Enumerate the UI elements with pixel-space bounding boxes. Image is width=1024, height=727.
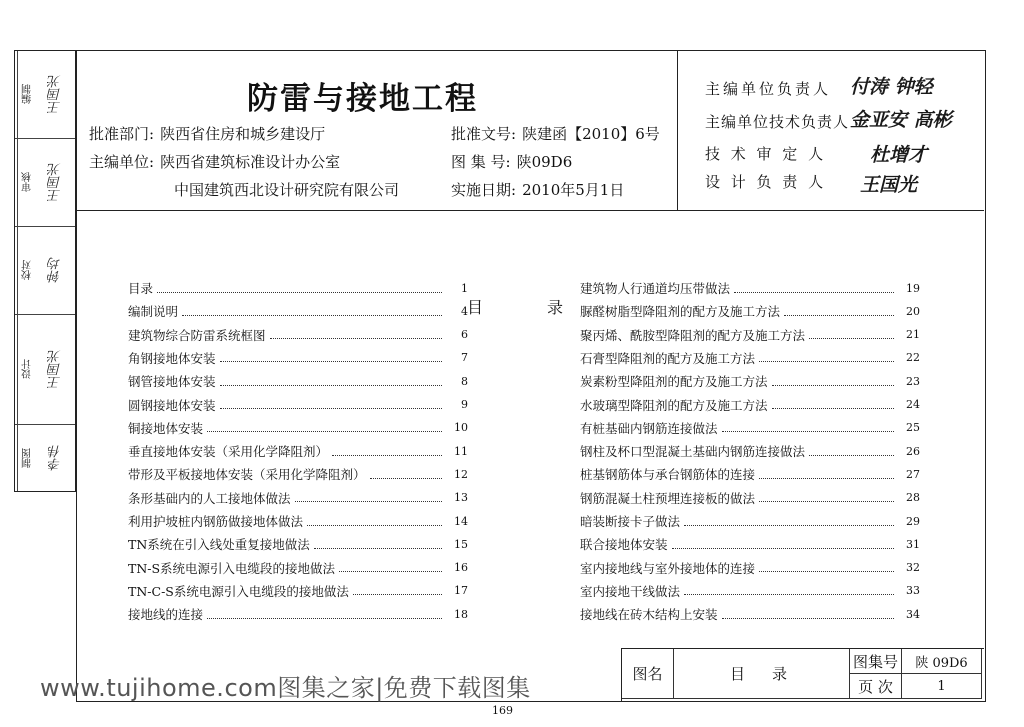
toc-entry-title: 利用护坡桩内钢筋做接地体做法 — [128, 514, 304, 529]
toc-entry-title: 炭素粉型降阻剂的配方及施工方法 — [580, 374, 768, 390]
toc-title: 目 录 — [467, 298, 564, 317]
approver-row — [89, 123, 325, 144]
toc-entry-page: 12 — [454, 467, 468, 481]
toc-leader-dots — [353, 594, 442, 595]
toc-leader-dots — [339, 571, 442, 572]
editor-value: 陕西省建筑标准设计办公室 — [160, 153, 341, 171]
toc-entry[interactable] — [128, 324, 468, 346]
date-row — [451, 179, 624, 200]
toc-entry-title: 角钢接地体安装 — [128, 350, 216, 366]
approver-label: 批准部门: — [89, 125, 155, 143]
watermark: www.tujihome.com图集之家|免费下载图集 — [40, 674, 531, 702]
page-number: 169 — [492, 704, 513, 717]
approval-signature: 王国光 — [48, 163, 64, 202]
toc-entry[interactable] — [580, 580, 920, 602]
signature-handwritten: 付涛 钟轻 — [850, 76, 933, 98]
toc-leader-dots — [684, 525, 894, 526]
toc-entry-page: 27 — [906, 467, 920, 481]
toc-entry[interactable] — [128, 440, 468, 462]
toc-entry-title: 钢管接地体安装 — [128, 374, 216, 390]
doc-number-row — [451, 123, 660, 144]
toc-entry[interactable] — [128, 487, 468, 509]
toc-entry-title: 桩基钢筋体与承台钢筋体的连接 — [580, 467, 756, 483]
toc-entry-title: 聚丙烯、酰胺型降阻剂的配方及施工方法 — [580, 327, 806, 343]
toc-entry[interactable] — [580, 300, 920, 322]
toc-entry-title: 有桩基础内钢筋连接做法 — [580, 420, 718, 436]
toc-entry[interactable] — [580, 463, 920, 485]
toc-entry[interactable] — [128, 533, 468, 555]
toc-entry-title: 接地线在砖木结构上安装 — [580, 607, 718, 623]
toc-entry[interactable] — [128, 580, 468, 602]
toc-entry-page: 11 — [454, 444, 468, 458]
signature-handwritten: 金亚安 高彬 — [850, 109, 952, 131]
atlas-row — [451, 151, 572, 172]
toc-entry-page: 32 — [906, 561, 920, 575]
date-label: 实施日期: — [451, 181, 517, 199]
toc-entry[interactable] — [128, 277, 468, 299]
toc-entry-page: 29 — [906, 514, 920, 528]
toc-entry-title: 编制说明 — [128, 304, 179, 320]
toc-entry-title: 垂直接地体安装（采用化学降阻剂） — [128, 444, 329, 460]
toc-entry-title: 目录 — [128, 281, 154, 296]
toc-entry-page: 22 — [906, 351, 920, 365]
toc-entry-page: 6 — [461, 328, 468, 342]
toc-leader-dots — [182, 315, 442, 316]
approval-label: 设计 — [17, 315, 38, 424]
toc-entry-title: 带形及平板接地体安装（采用化学降阻剂） — [128, 467, 366, 483]
toc-entry[interactable] — [580, 440, 920, 462]
toc-entry[interactable] — [580, 370, 920, 392]
signature-role: 主编单位技术负责人 — [705, 113, 850, 131]
toc-entry-page: 18 — [454, 607, 468, 621]
toc-entry-title: TN系统在引入线处重复接地做法 — [128, 537, 310, 553]
toc-entry-page: 1 — [461, 281, 468, 295]
toc-leader-dots — [370, 478, 442, 479]
date-value: 2010年5月1日 — [522, 181, 625, 199]
toc-entry-title: 接地线的连接 — [128, 607, 204, 623]
toc-entry-title: 条形基础内的人工接地体做法 — [128, 490, 291, 506]
doc-number-label: 批准文号: — [451, 125, 517, 143]
toc-leader-dots — [220, 361, 442, 362]
toc-leader-dots — [722, 431, 894, 432]
toc-entry[interactable] — [580, 347, 920, 369]
signature-handwritten: 杜增才 — [870, 144, 928, 166]
toc-entry-page: 31 — [906, 537, 920, 551]
toc-leader-dots — [307, 525, 442, 526]
toc-entry[interactable] — [580, 533, 920, 555]
toc-entry-page: 25 — [906, 421, 920, 435]
title-atlas-value: 陕 09D6 — [902, 649, 982, 674]
toc-entry-page: 34 — [906, 607, 920, 621]
toc-leader-dots — [332, 455, 442, 456]
toc-entry-page: 28 — [906, 491, 920, 505]
toc-leader-dots — [672, 548, 894, 549]
approval-label: 编制 — [17, 51, 38, 138]
toc-leader-dots — [784, 315, 894, 316]
toc-entry[interactable] — [128, 463, 468, 485]
signature-handwritten: 王国光 — [860, 174, 918, 196]
editor-label: 主编单位: — [89, 153, 155, 171]
toc-leader-dots — [157, 292, 442, 293]
page-title: 防雷与接地工程 — [247, 81, 478, 117]
toc-entry[interactable] — [128, 370, 468, 392]
editor-row — [89, 151, 340, 172]
toc-entry-title: 室内接地干线做法 — [580, 583, 681, 599]
approval-signature: 李伟 — [48, 445, 64, 471]
toc-entry-title: 暗装断接卡子做法 — [580, 514, 681, 529]
toc-entry-page: 33 — [906, 584, 920, 598]
toc-entry[interactable] — [128, 347, 468, 369]
toc-leader-dots — [734, 292, 894, 293]
toc-leader-dots — [270, 338, 442, 339]
toc-leader-dots — [809, 338, 894, 339]
toc-entry[interactable] — [580, 277, 920, 299]
toc-leader-dots — [759, 501, 894, 502]
approval-cell — [15, 139, 75, 227]
approval-cell — [15, 315, 75, 425]
toc-entry-title: 建筑物人行通道均压带做法 — [580, 281, 731, 296]
toc-entry-title: 铜接地体安装 — [128, 420, 204, 436]
toc-leader-dots — [722, 618, 894, 619]
toc-entry[interactable] — [580, 510, 920, 532]
toc-entry-page: 7 — [461, 351, 468, 365]
toc-leader-dots — [759, 571, 894, 572]
signature-role: 技 术 审 定 人 — [705, 145, 827, 163]
toc-leader-dots — [207, 618, 442, 619]
toc-entry[interactable] — [580, 557, 920, 579]
title-page-label: 页 次 — [850, 674, 902, 699]
editor-row-2 — [168, 179, 399, 200]
toc-entry-page: 24 — [906, 398, 920, 411]
toc-leader-dots — [759, 478, 894, 479]
title-name-label: 图名 — [622, 649, 674, 699]
approval-label: 审核 — [17, 139, 38, 226]
toc-leader-dots — [207, 431, 442, 432]
toc-leader-dots — [295, 501, 442, 502]
approval-signature: 钟均 — [48, 257, 64, 284]
toc-entry-title: 联合接地体安装 — [580, 537, 668, 553]
toc-entry-page: 14 — [454, 514, 468, 528]
toc-leader-dots — [759, 361, 894, 362]
toc-leader-dots — [314, 548, 442, 549]
approver-value: 陕西省住房和城乡建设厅 — [160, 125, 326, 143]
toc-entry[interactable] — [580, 394, 920, 416]
toc-entry-title: 脲醛树脂型降阻剂的配方及施工方法 — [580, 304, 781, 320]
toc-entry-page: 20 — [906, 304, 920, 318]
toc-leader-dots — [220, 408, 442, 409]
toc-entry-page: 13 — [454, 491, 468, 505]
toc-entry-title: 钢筋混凝土柱预埋连接板的做法 — [580, 490, 756, 506]
toc-entry-page: 10 — [454, 421, 468, 435]
toc-entry[interactable] — [128, 510, 468, 532]
toc-entry[interactable] — [128, 417, 468, 439]
toc-entry-page: 21 — [906, 328, 920, 342]
atlas-value: 陕09D6 — [516, 153, 573, 171]
approval-cell — [15, 227, 75, 315]
toc-entry-page: 4 — [461, 304, 468, 318]
title-name-value: 目 录 — [674, 649, 850, 699]
approval-cell — [15, 425, 75, 491]
title-atlas-label: 图集号 — [850, 649, 902, 674]
toc-entry[interactable] — [128, 300, 468, 322]
toc-entry-title: TN-C-S系统电源引入电缆段的接地做法 — [128, 583, 349, 599]
toc-entry[interactable] — [128, 394, 468, 416]
toc-entry-page: 17 — [454, 584, 468, 598]
toc-entry-title: 室内接地线与室外接地体的连接 — [580, 560, 756, 576]
toc-leader-dots — [772, 408, 894, 409]
toc-entry[interactable] — [580, 487, 920, 509]
doc-number-value: 陕建函【2010】6号 — [522, 125, 660, 143]
toc-leader-dots — [809, 455, 894, 456]
toc-entry-page: 26 — [906, 444, 920, 458]
toc-entry[interactable] — [128, 603, 468, 625]
toc-entry-title: 建筑物综合防雷系统框图 — [128, 327, 266, 343]
toc-leader-dots — [220, 385, 442, 386]
atlas-label: 图 集 号: — [451, 153, 511, 171]
toc-entry-title: 钢柱及杯口型混凝土基础内钢筋连接做法 — [580, 444, 806, 460]
toc-entry[interactable] — [580, 324, 920, 346]
toc-leader-dots — [684, 594, 894, 595]
approval-cell — [15, 51, 75, 139]
toc-entry-title: TN-S系统电源引入电缆段的接地做法 — [128, 560, 336, 576]
toc-entry-title: 圆钢接地体安装 — [128, 397, 216, 413]
toc-entry[interactable] — [580, 417, 920, 439]
title-block — [621, 648, 984, 701]
signature-role: 设 计 负 责 人 — [705, 173, 827, 191]
toc-entry-page: 9 — [461, 398, 468, 411]
toc-entry[interactable] — [580, 603, 920, 625]
editor-value-2: 中国建筑西北设计研究院有限公司 — [174, 181, 400, 199]
approval-strip — [14, 50, 76, 492]
toc-entry-page: 23 — [906, 374, 920, 388]
toc-entry-page: 15 — [454, 537, 468, 551]
approval-label: 校对 — [17, 227, 38, 314]
toc-entry-title: 水玻璃型降阻剂的配方及施工方法 — [580, 397, 768, 413]
toc-entry-page: 8 — [461, 374, 468, 388]
title-page-value: 1 — [902, 674, 982, 699]
toc-leader-dots — [772, 385, 894, 386]
toc-entry-title: 石膏型降阻剂的配方及施工方法 — [580, 350, 756, 366]
approval-label: 制图 — [17, 425, 38, 491]
toc-entry-page: 19 — [906, 281, 920, 295]
toc-entry-page: 16 — [454, 561, 468, 575]
approval-signature: 王国光 — [48, 350, 64, 389]
toc-entry[interactable] — [128, 557, 468, 579]
signature-role: 主编单位负责人 — [705, 80, 832, 98]
approval-signature: 王国光 — [48, 75, 64, 114]
